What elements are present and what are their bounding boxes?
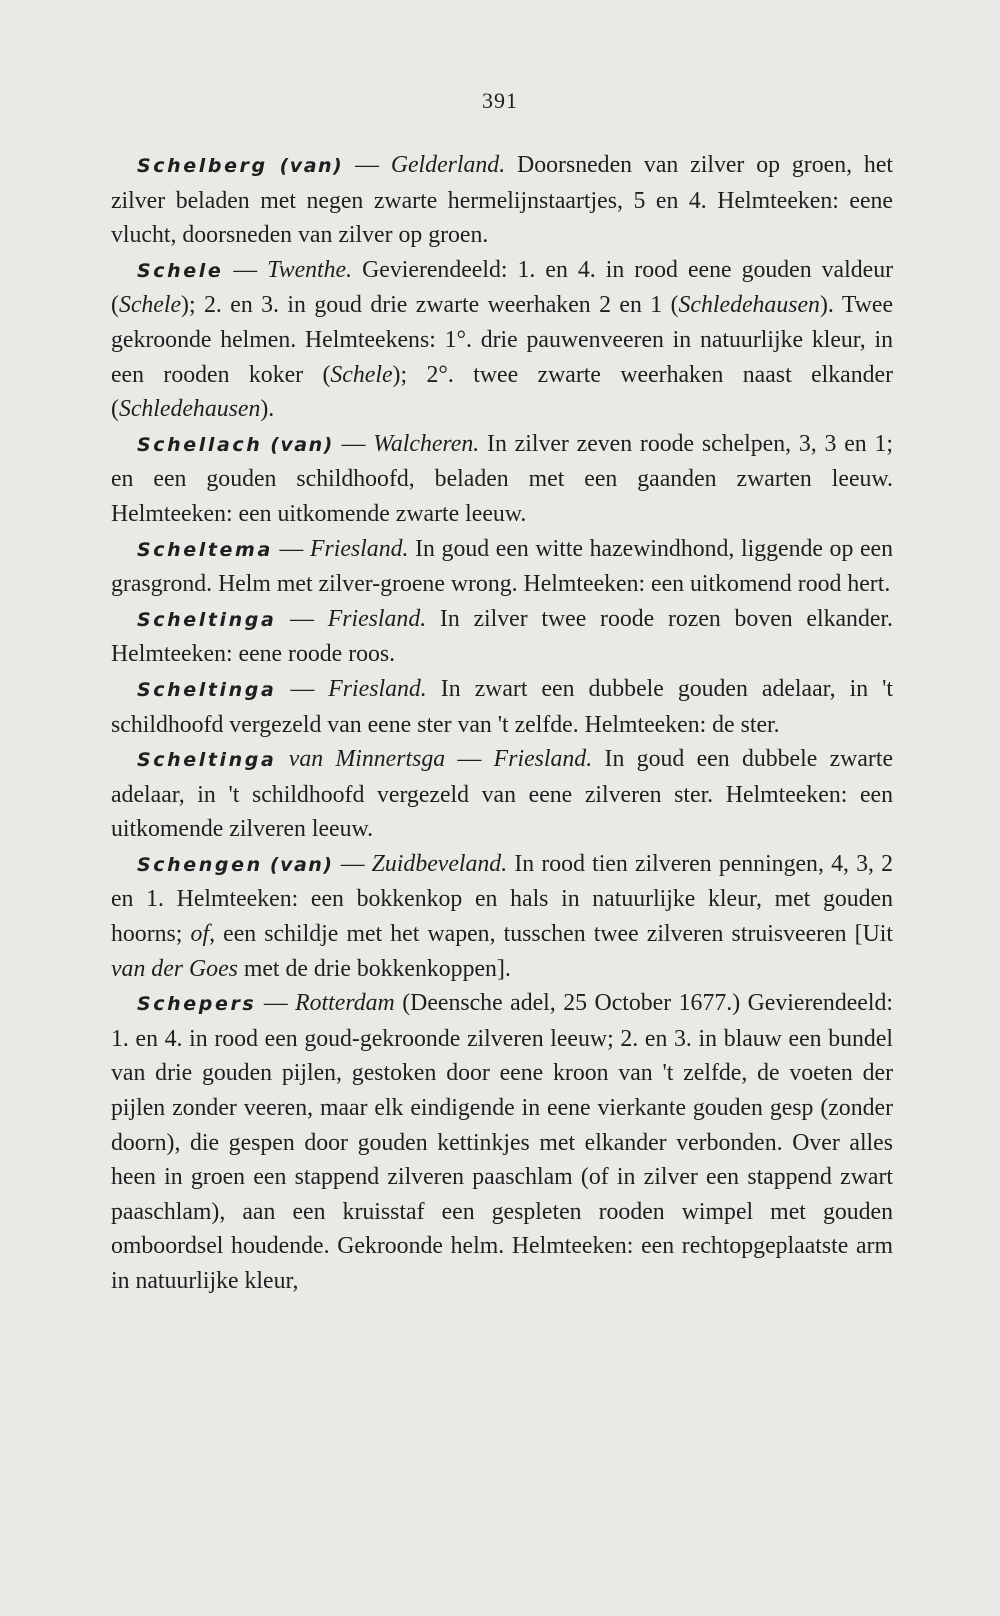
entry-name: Scheltinga	[137, 678, 277, 701]
entry-schellach	[111, 427, 893, 532]
entry-schepers	[111, 986, 893, 1298]
entry-scheltinga-1	[111, 602, 893, 672]
entry-scheltinga-2	[111, 672, 893, 742]
entry-particle: (van)	[270, 433, 334, 456]
entry-dash: —	[290, 675, 315, 702]
entry-place: Friesland.	[493, 746, 593, 773]
entry-particle: (van)	[269, 853, 334, 876]
entry-dash: —	[290, 605, 314, 632]
entry-place: Friesland.	[309, 535, 409, 562]
entry-dash: —	[340, 850, 365, 877]
entry-text: In zwart een dubbele gouden adelaar, in 't schildhoofd vergezeld van eene ster van 't zelfde. Helmteeken: de ster.	[111, 675, 894, 738]
entry-dash: —	[233, 256, 258, 283]
entry-text: In zilver twee roode rozen boven elkander. Helmteeken: eene roode roos.	[111, 605, 893, 668]
entry-name: Schellach	[137, 433, 263, 456]
page-body	[111, 148, 893, 1299]
entry-text: (Deensche adel, 25 October 1677.) Gevierendeeld: 1. en 4. in rood een goud-gekroonde zilveren leeuw; 2. en 3. in blauw een bundel van drie gouden pijlen, gestoken door eene kroon van 't zelfde, de voeten der pijlen zonder veeren, maar elk eindigende in eene vierkante gouden gesp (zonder doorn), die gespen door gouden kettinkjes met elkander verbonden. Over alles heen in groen een stappend zilveren paaschlam (of in zilver een stappend zwart paaschlam), aan een kruisstaf een gespleten rooden wimpel met gouden omboordsel houdende. Gekroonde helm. Helmteeken: een rechtopgeplaatste arm in natuurlijke kleur,	[111, 990, 893, 1294]
entry-particle: (van)	[279, 155, 344, 177]
entry-text: ). Twee gekroonde helmen. Helmteekens: 1°. drie pauwenveeren in natuurlijke kleur, in een rooden koker (	[111, 292, 894, 388]
entry-dash: —	[279, 535, 304, 562]
entry-name: Schele	[137, 259, 224, 282]
entry-italic: Schele	[118, 292, 182, 319]
entry-italic: Schele	[330, 361, 393, 388]
entry-place: Twenthe.	[267, 256, 353, 283]
entry-text: ).	[260, 396, 275, 423]
entry-name: Schengen	[137, 853, 263, 876]
entry-place: Friesland.	[327, 605, 427, 632]
entry-text: met de drie bokkenkoppen].	[243, 955, 511, 982]
entry-text: , een schildje met het wapen, tusschen twee zilveren struisveeren [Uit	[209, 921, 894, 948]
entry-dash: —	[263, 990, 288, 1017]
entry-scheltema	[111, 532, 893, 602]
entry-schele	[111, 253, 893, 427]
entry-name-suffix: van Minnertsga	[288, 746, 446, 773]
entry-place: Walcheren.	[373, 430, 480, 457]
entry-name: Schepers	[137, 993, 257, 1016]
entry-place: Gelderland.	[390, 152, 506, 178]
entry-italic: Schledehausen	[678, 292, 820, 319]
entry-dash: —	[355, 152, 379, 178]
entry-text: Gevierendeeld: 1. en 4. in rood eene gouden valdeur (	[111, 256, 894, 319]
entry-schelberg	[111, 148, 893, 253]
entry-text: In goud een dubbele zwarte adelaar, in 't schildhoofd vergezeld van eene zilveren ster. Helmteeken: een uitkomende zilveren leeuw.	[111, 746, 894, 843]
entry-italic: of	[190, 921, 210, 948]
entry-place: Friesland.	[328, 675, 427, 702]
entry-text: In zilver zeven roode schelpen, 3, 3 en 1; en een gouden schildhoofd, beladen met een gaanden zwarten leeuw. Helmteeken: een uitkomende zwarte leeuw.	[111, 430, 894, 527]
entry-name: Scheltema	[137, 538, 273, 561]
entry-text: ); 2°. twee zwarte weerhaken naast elkander (	[111, 361, 893, 423]
entry-name: Scheltinga	[137, 608, 277, 631]
entry-place: Rotterdam	[295, 990, 395, 1017]
entry-name: Scheltinga	[137, 749, 277, 772]
entry-schengen	[111, 847, 893, 986]
entry-italic: van der Goes	[111, 955, 238, 982]
entry-scheltinga-minnertsga	[111, 742, 893, 847]
entry-text: In rood tien zilveren penningen, 4, 3, 2 en 1. Helmteeken: een bokkenkop en hals in natuurlijke kleur, met gouden hoorns;	[111, 850, 894, 948]
entry-italic: Schledehausen	[118, 396, 261, 423]
page-number: 391	[482, 88, 518, 113]
entry-dash: —	[341, 430, 366, 457]
entry-place: Zuidbeveland.	[371, 850, 508, 877]
entry-name: Schelberg	[137, 155, 268, 177]
entry-text: In goud een witte hazewindhond, liggende op een grasgrond. Helm met zilver-groene wrong. Helmteeken: een uitkomend rood hert.	[111, 535, 894, 598]
entry-dash: —	[457, 746, 482, 773]
entry-text: ); 2. en 3. in goud drie zwarte weerhaken 2 en 1 (	[181, 292, 679, 319]
entry-text: Doorsneden van zilver op groen, het zilver beladen met negen zwarte hermelijnstaartjes, 5 en 4. Helmteeken: eene vlucht, doorsneden van zilver op groen.	[111, 152, 893, 249]
